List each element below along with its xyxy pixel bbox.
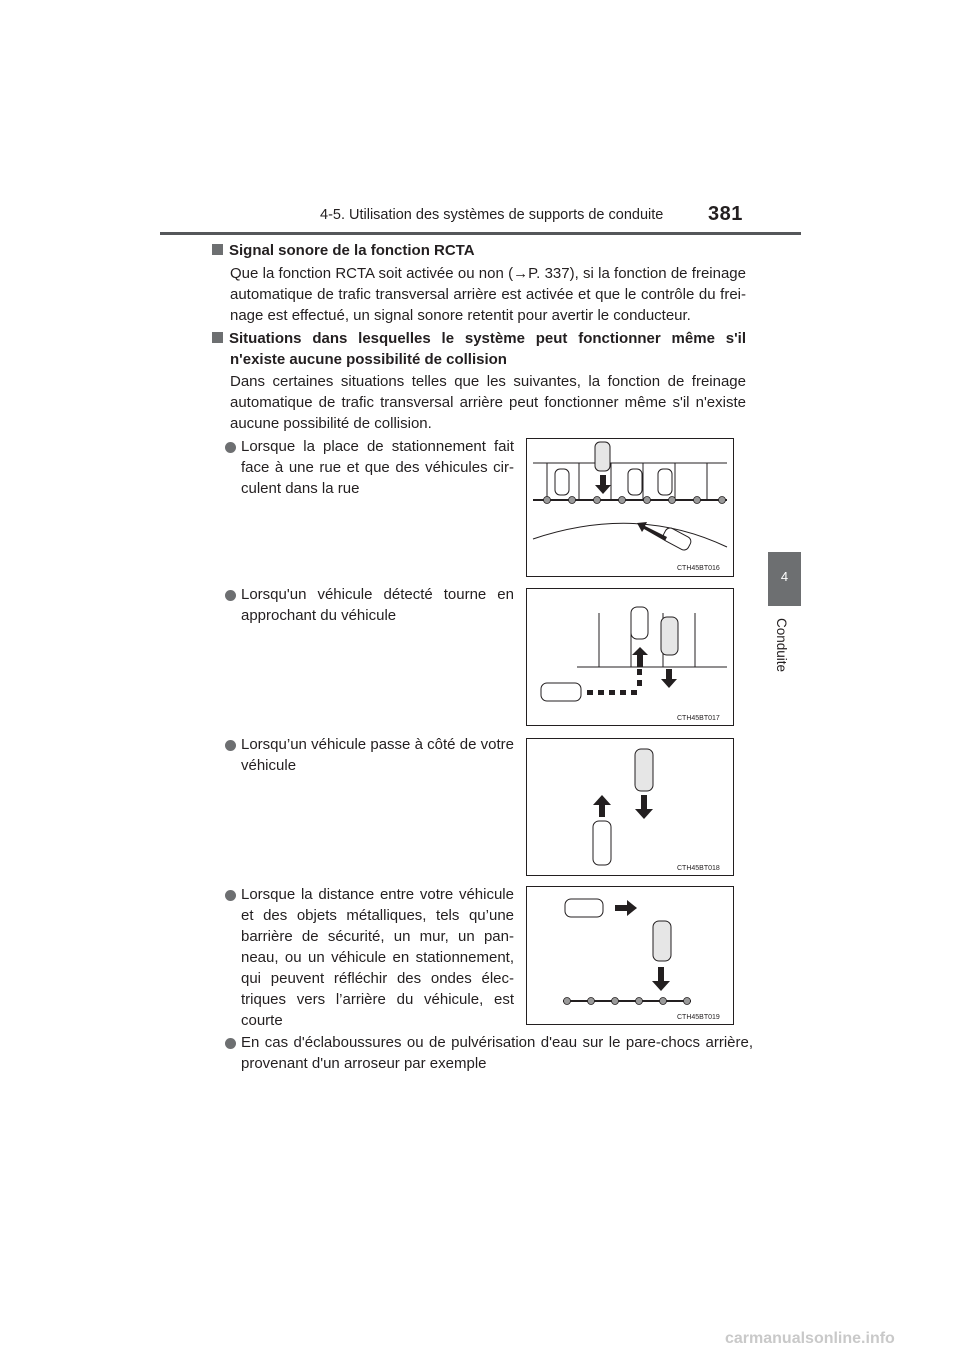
bullet-dot-icon (225, 1038, 236, 1049)
header-rule (160, 232, 801, 235)
section-1-body: Que la fonction RCTA soit activée ou non (→P. 337), si la fonction de freinage automatique de trafic transversal arrière est activée et que le contrôle du frei-nage est effectué, un signal sonore retentit pour avertir le conducteur. (230, 265, 746, 324)
bullet-3-text: Lorsqu’un véhicule passe à côté de votre véhicule (241, 736, 514, 774)
square-bullet-icon (212, 332, 223, 343)
bullet-dot-icon (225, 890, 236, 901)
section-1-heading: Signal sonore de la fonction RCTA (212, 240, 752, 261)
figure-code: CTH45BT019 (677, 1014, 720, 1021)
figure-code: CTH45BT018 (677, 865, 720, 872)
bullet-4-text: Lorsque la distance entre votre véhicule et des objets métalliques, tels qu’une barrière de sécurité, un mur, un pan-neau, ou un véhicule en stationnement, qui peuvent réfléchir des ondes élec-triques vers l’arrière du véhicule, est courte (241, 886, 514, 1029)
section-2-heading: Situations dans lesquelles le système peut fonctionner même s'il n'existe aucune possibilité de collision (212, 328, 752, 370)
bullet-5-text: En cas d'éclaboussures ou de pulvérisation d'eau sur le pare-chocs arrière, provenant d'un arroseur par exemple (241, 1034, 753, 1072)
section-header: 4-5. Utilisation des systèmes de supports de conduite (320, 207, 664, 223)
figure-cth45bt017 (526, 588, 734, 726)
chapter-tab (768, 552, 801, 606)
figure-cth45bt019 (526, 886, 734, 1025)
chapter-number: 4 (780, 569, 789, 584)
section-2-body: Dans certaines situations telles que les suivantes, la fonction de freinage automatique de trafic transversal arrière peut fonctionner même s'il n'existe aucune possibilité de collision. (230, 373, 746, 432)
figure-code: CTH45BT016 (677, 565, 720, 572)
bullet-dot-icon (225, 590, 236, 601)
watermark: carmanualsonline.info (725, 1330, 895, 1347)
bullet-dot-icon (225, 442, 236, 453)
bullet-dot-icon (225, 740, 236, 751)
figure-code: CTH45BT017 (677, 715, 720, 722)
figure-cth45bt016 (526, 438, 734, 577)
figure-cth45bt018 (526, 738, 734, 876)
bullet-2-text: Lorsqu'un véhicule détecté tourne en approchant du véhicule (241, 586, 514, 624)
square-bullet-icon (212, 244, 223, 255)
chapter-label: Conduite (774, 618, 789, 673)
bullet-1-text: Lorsque la place de stationnement fait face à une rue et que des véhicules cir-culent dans la rue (241, 438, 514, 497)
page-number: 381 (708, 203, 743, 225)
